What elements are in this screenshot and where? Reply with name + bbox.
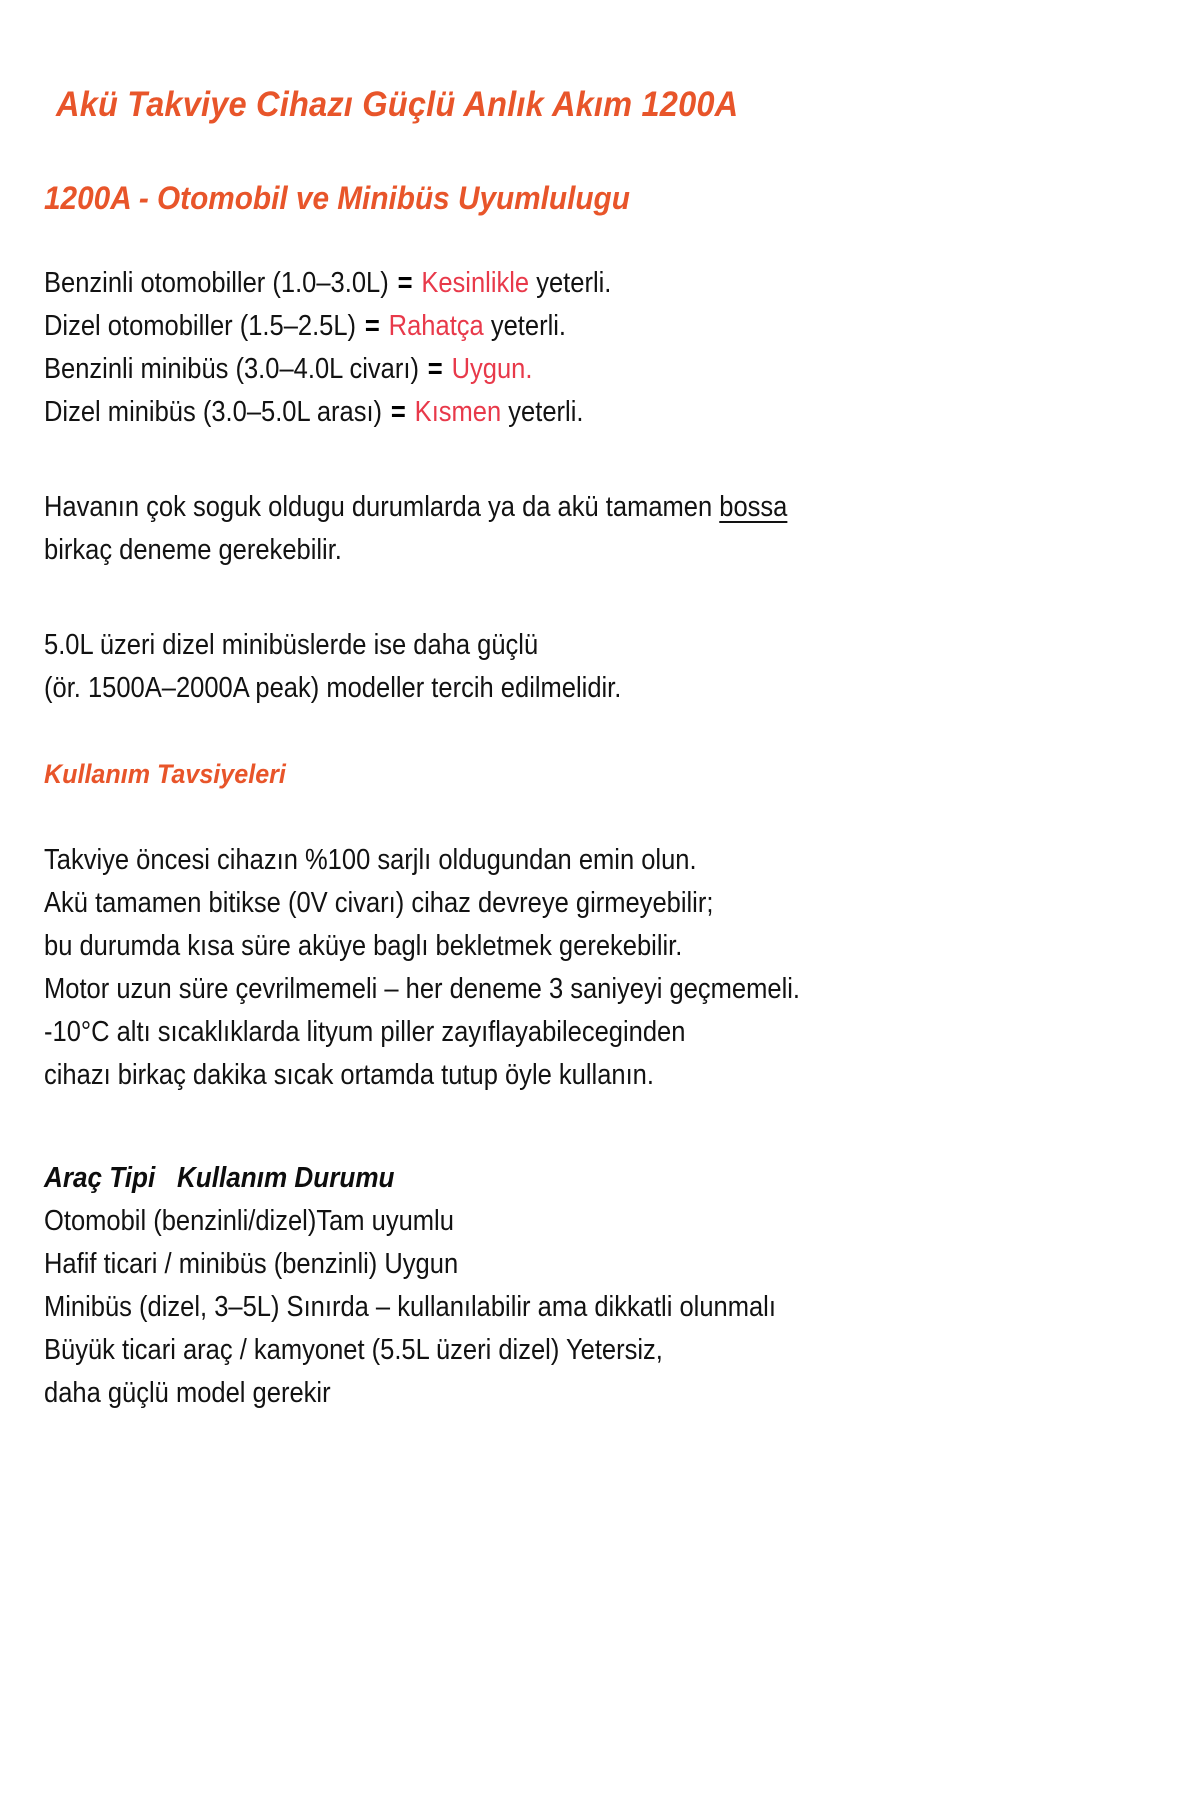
table-header-row: Araç Tipi Kullanım Durumu xyxy=(44,1162,395,1195)
cold-note-line xyxy=(44,486,1030,529)
spacer xyxy=(44,710,1164,760)
compatibility-row xyxy=(44,348,1030,391)
spacer xyxy=(44,125,1164,181)
high-power-line: 5.0L üzeri dizel minibüslerde ise daha güçlü xyxy=(44,628,539,661)
tip-line: Akü tamamen bitikse (0V civarı) cihaz devreye girmeyebilir; xyxy=(44,887,714,920)
spacer xyxy=(44,789,1164,839)
verdict-tail: yeterli. xyxy=(508,395,584,428)
summary-table xyxy=(44,1157,1164,1415)
cold-weather-note xyxy=(44,486,1164,572)
document-content xyxy=(44,86,1164,1415)
cold-note-line: birkaç deneme gerekebilir. xyxy=(44,533,342,566)
tip-line: bu durumda kısa süre aküye baglı bekletmek gerekebilir. xyxy=(44,930,683,963)
high-power-note xyxy=(44,624,1164,710)
compatibility-row xyxy=(44,305,1030,348)
vehicle-label: Dizel minibüs (3.0–5.0L arası) xyxy=(44,395,383,428)
compatibility-list xyxy=(44,262,1164,434)
compatibility-row xyxy=(44,262,1030,305)
equals-sign: = xyxy=(364,309,380,342)
table-row: Minibüs (dizel, 3–5L) Sınırda – kullanılabilir ama dikkatli olunmalı xyxy=(44,1291,776,1324)
page-title: Akü Takviye Cihazı Güçlü Anlık Akım 1200A xyxy=(56,85,739,124)
equals-sign: = xyxy=(427,352,443,385)
table-row: Hafif ticari / minibüs (benzinli) Uygun xyxy=(44,1248,459,1281)
tip-line: -10°C altı sıcaklıklarda lityum piller zayıflayabileceginden xyxy=(44,1016,686,1049)
spacer xyxy=(44,434,1164,486)
equals-sign: = xyxy=(397,266,413,299)
tip-line: Motor uzun süre çevrilmemeli – her deneme 3 saniyeyi geçmemeli. xyxy=(44,973,801,1006)
vehicle-label: Benzinli otomobiller (1.0–3.0L) xyxy=(44,266,389,299)
verdict-label: Kesinlikle xyxy=(421,266,530,299)
verdict-label: Uygun xyxy=(451,352,526,385)
spacer xyxy=(44,1097,1164,1157)
verdict-tail: . xyxy=(525,352,533,385)
cold-note-text: Havanın çok soguk oldugu durumlarda ya da akü tamamen xyxy=(44,490,720,523)
verdict-tail: yeterli. xyxy=(536,266,612,299)
section-heading-compatibility: 1200A - Otomobil ve Minibüs Uyumlulugu xyxy=(44,179,630,216)
cold-note-underlined-word: bossa xyxy=(719,490,788,523)
table-row: Otomobil (benzinli/dizel)Tam uyumlu xyxy=(44,1205,454,1238)
equals-sign: = xyxy=(390,395,406,428)
tips-list xyxy=(44,839,1164,1097)
high-power-line: (ör. 1500A–2000A peak) modeller tercih edilmelidir. xyxy=(44,671,622,704)
table-row: Büyük ticari araç / kamyonet (5.5L üzeri dizel) Yetersiz, xyxy=(44,1334,663,1367)
section-heading-tips: Kullanım Tavsiyeleri xyxy=(44,758,286,789)
spacer xyxy=(44,572,1164,624)
verdict-label: Rahatça xyxy=(388,309,484,342)
vehicle-label: Benzinli minibüs (3.0–4.0L civarı) xyxy=(44,352,419,385)
verdict-label: Kısmen xyxy=(414,395,502,428)
verdict-tail: yeterli. xyxy=(490,309,567,342)
table-row: daha güçlü model gerekir xyxy=(44,1377,331,1410)
vehicle-label: Dizel otomobiller (1.5–2.5L) xyxy=(44,309,357,342)
tip-line: cihazı birkaç dakika sıcak ortamda tutup öyle kullanın. xyxy=(44,1059,654,1092)
tip-line: Takviye öncesi cihazın %100 sarjlı oldugundan emin olun. xyxy=(44,844,697,877)
spacer xyxy=(44,216,1164,262)
compatibility-row xyxy=(44,391,1030,434)
